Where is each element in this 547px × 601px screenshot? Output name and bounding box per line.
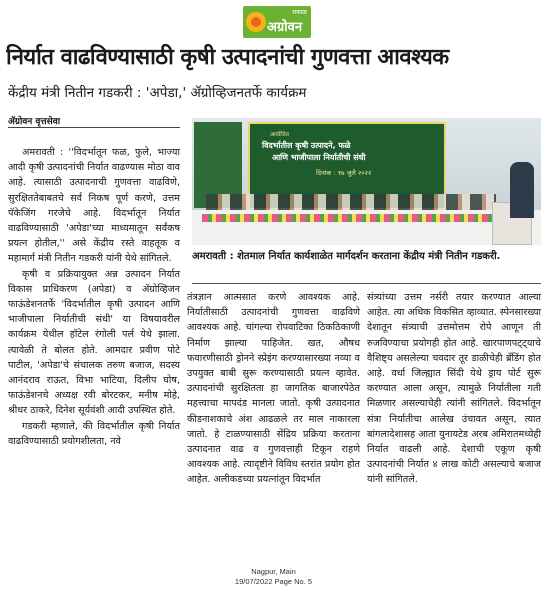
edition-label: Nagpur, Main: [251, 567, 296, 576]
event-photo: [192, 118, 541, 245]
article-column-3: [367, 290, 541, 488]
sun-icon: [246, 12, 266, 32]
banner-line: आयोजित: [270, 132, 289, 138]
paragraph: गडकरी म्हणाले, की विदर्भातील कृषी निर्यात वाढविण्यासाठी प्रयोगशीलता, नवे: [8, 420, 180, 447]
byline-divider: [8, 127, 180, 128]
page-footer: [0, 567, 547, 587]
speaker-figure: [510, 162, 534, 218]
paragraph: तंत्रज्ञान आत्मसात करणे आवश्यक आहे. निर्यातीसाठी उत्पादनांची गुणवत्ता वाढविणे आवश्यक आहे. चांगल्या रोपवाटिका ठिकठिकाणी निर्माण झाल्या पाहिजेत. खत, औषध फवारणीसाठी ड्रोनने स्प्रेइंग करण्यासारख्या नव्या व उपयुक्त बाबी सुरू करण्यासाठी प्रयत्न व्हावेत. उत्पादनांची सुरक्षितता हा जागतिक बाजारपेठेत महत्त्वाचा मापदंड मानला जातो. कृषी उत्पादनात कीडनाशकाचे अंश आढळले तर माल नाकारला जातो. हे टाळण्यासाठी सेंद्रिय प्रक्रिया करताना उत्पादनात वाढ व गुणवत्ताही टिकून राहणे आवश्यक आहे. त्यादृष्टीने विविध स्तरांत प्रयोग होत आहेत. अलीकडच्या प्रयत्नांतून विदर्भात: [187, 292, 360, 486]
caption-divider: [192, 283, 541, 284]
article-column-2: [187, 290, 360, 488]
paragraph: संत्र्यांच्या उत्तम नर्सरी तयार करण्यात आल्या आहेत. त्या अधिक विकसित व्हाव्यात. स्पेनसारख्या देशातून संत्र्याची उत्तमोत्तम रोपे आणून ती रुजविण्याचा प्रयोगही होत आहे. खारपाणपट्ट्याचे वैशिष्ट्य असलेल्या चवदार तूर डाळीचेही ब्रॅंडिंग होत आहे. वर्धा जिल्ह्यात सिंदी येथे ड्राय पोर्ट सुरू करण्यात आला असून, त्यामुळे निर्यातीला गती मिळणार असल्याचेही त्यांनी सांगितले. विदर्भातून संत्रा निर्यातीचा आलेख उंचावत असून, त्यात बांगलादेशासह आता युनायटेड अरब अमिरातमध्येही निर्यात वाढली आहे. देशाची एकूण कृषी उत्पादनांची निर्यात ४ लाख कोटी असल्याचे बजाज यांनी सांगितले.: [367, 292, 541, 486]
paragraph: अमरावती : ''विदर्भातून फळ, फुले, भाज्या आदी कृषी उत्पादनांची निर्यात वाढण्यास मोठा वाव आहे. त्यासाठी उत्पादनाची गुणवत्ता वाढविणे, सुरक्षिततेबाबतचे सर्व निकष पूर्ण करणे, उत्तम पॅकेजिंग गरजेचे आहे. विदर्भातून निर्यात वाढविण्यासाठी 'अपेडा'च्या माध्यमातून सर्वंकष प्रयत्न होतील,'' असे केंद्रीय रस्ते वाहतूक व महामार्ग मंत्री नितीन गडकरी यांनी येथे सांगितले.: [8, 147, 180, 265]
masthead-small: सकाळ: [292, 9, 307, 16]
article-column-1: [8, 145, 180, 449]
paragraph: कृषी व प्रक्रियायुक्त अन्न उत्पादन निर्यात विकास प्राधिकरण (अपेडा) व ॲग्रोव्हिजन फाऊंडेशनतर्फे 'विदर्भातील कृषी उत्पादन आणि भाजीपाला निर्यातीची संधी' या विषयावरील कार्यक्रम येथील हॉटेल रंगोली पर्ल येथे झाला. त्यावेळी ते बोलत होते. आमदार प्रवीण पोटे पाटील, 'अपेडा'चे संचालक तरुण बजाज, सदस्य आनंदराव राऊत, विभा भाटिया, दिलीप घोष, फाऊंडेशनचे अध्यक्ष रवी बोरटकर, मनीष मोहे, श्रीधर ठाकरे, दिनेश सूर्यवंशी आदी उपस्थित होते.: [8, 268, 180, 417]
photo-caption: अमरावती : शेतमाल निर्यात कार्यशाळेत मार्गदर्शन करताना केंद्रीय मंत्री नितीन गडकरी.: [192, 251, 501, 262]
byline: ॲग्रोवन वृत्तसेवा: [8, 117, 61, 127]
banner-date: दिनांक : १७ जुलै २०२२: [316, 169, 372, 177]
headline: निर्यात वाढविण्यासाठी कृषी उत्पादनांची गुणवत्ता आवश्यक: [6, 45, 449, 70]
masthead-logo: [243, 6, 311, 38]
banner-line: आणि भाजीपाला निर्यातीची संधी: [272, 153, 366, 162]
subheadline: केंद्रीय मंत्री नितीन गडकरी : 'अपेडा,' ॲग्रोव्हिजनतर्फे कार्यक्रम: [8, 85, 307, 101]
date-page-label: 19/07/2022 Page No. 5: [234, 577, 313, 586]
banner-line: विदर्भातील कृषी उत्पादने, फळे: [262, 141, 351, 150]
flower-decoration: [202, 214, 502, 222]
masthead-title: अग्रोवन: [267, 20, 303, 35]
